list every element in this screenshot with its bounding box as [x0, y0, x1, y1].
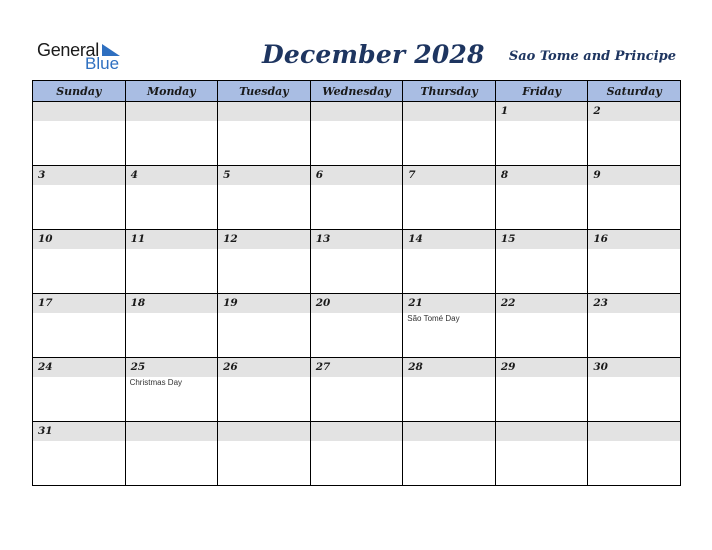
- weekday-header: Wednesday: [310, 81, 403, 102]
- day-cell: [33, 230, 126, 294]
- day-number: 13: [311, 230, 403, 249]
- day-number: [588, 422, 680, 441]
- day-cell: [495, 102, 588, 166]
- day-cell: [125, 230, 218, 294]
- day-cell: [495, 166, 588, 230]
- day-cell: [588, 166, 681, 230]
- day-cell: [495, 422, 588, 486]
- day-number: 21: [403, 294, 495, 313]
- day-number: 5: [218, 166, 310, 185]
- day-number: 15: [496, 230, 588, 249]
- day-number: 23: [588, 294, 680, 313]
- day-number: [311, 422, 403, 441]
- holiday-label: São Tomé Day: [407, 314, 460, 323]
- day-number: 27: [311, 358, 403, 377]
- day-number: 11: [126, 230, 218, 249]
- day-cell: [218, 102, 311, 166]
- weekday-header: Sunday: [33, 81, 126, 102]
- day-number: 8: [496, 166, 588, 185]
- day-number: 22: [496, 294, 588, 313]
- week-row: [33, 166, 681, 230]
- day-number: 3: [33, 166, 125, 185]
- day-number: 19: [218, 294, 310, 313]
- day-number: 16: [588, 230, 680, 249]
- day-cell: [310, 422, 403, 486]
- weekday-header-row: [33, 81, 681, 102]
- day-number: [126, 102, 218, 121]
- day-cell: [33, 166, 126, 230]
- day-cell: [218, 358, 311, 422]
- day-cell: [310, 358, 403, 422]
- day-number: 14: [403, 230, 495, 249]
- day-cell: [403, 294, 496, 358]
- day-cell: [495, 294, 588, 358]
- day-number: [496, 422, 588, 441]
- day-cell: [125, 422, 218, 486]
- weekday-header: Tuesday: [218, 81, 311, 102]
- day-cell: [495, 230, 588, 294]
- day-number: 7: [403, 166, 495, 185]
- weekday-header: Monday: [125, 81, 218, 102]
- day-cell: [403, 102, 496, 166]
- day-number: 31: [33, 422, 125, 441]
- day-cell: [125, 358, 218, 422]
- day-cell: [218, 294, 311, 358]
- day-number: 4: [126, 166, 218, 185]
- day-number: 6: [311, 166, 403, 185]
- week-row: [33, 230, 681, 294]
- day-cell: [218, 230, 311, 294]
- day-number: 20: [311, 294, 403, 313]
- day-number: 12: [218, 230, 310, 249]
- day-cell: [33, 294, 126, 358]
- day-cell: [403, 230, 496, 294]
- weekday-header: Thursday: [403, 81, 496, 102]
- country-name: Sao Tome and Principe: [508, 49, 676, 64]
- week-row: [33, 358, 681, 422]
- day-number: 1: [496, 102, 588, 121]
- day-cell: [125, 102, 218, 166]
- day-cell: [33, 358, 126, 422]
- day-number: 25: [126, 358, 218, 377]
- logo-text-blue: Blue: [85, 54, 120, 73]
- logo-text-general: General: [37, 40, 99, 60]
- day-number: [403, 102, 495, 121]
- day-cell: [588, 294, 681, 358]
- day-number: 24: [33, 358, 125, 377]
- holiday-label: Christmas Day: [129, 378, 183, 387]
- day-number: 10: [33, 230, 125, 249]
- day-cell: [495, 358, 588, 422]
- day-cell: [588, 358, 681, 422]
- calendar-grid: [32, 80, 681, 486]
- day-cell: [310, 230, 403, 294]
- day-number: 17: [33, 294, 125, 313]
- day-cell: [33, 422, 126, 486]
- day-number: [403, 422, 495, 441]
- day-number: [311, 102, 403, 121]
- weekday-header: Friday: [495, 81, 588, 102]
- day-number: [33, 102, 125, 121]
- day-number: [218, 422, 310, 441]
- generalblue-logo: [37, 40, 127, 74]
- week-row: [33, 422, 681, 486]
- day-cell: [403, 358, 496, 422]
- day-number: 30: [588, 358, 680, 377]
- day-cell: [33, 102, 126, 166]
- weekday-header: Saturday: [588, 81, 681, 102]
- day-number: [218, 102, 310, 121]
- day-number: 2: [588, 102, 680, 121]
- day-cell: [588, 422, 681, 486]
- day-number: 28: [403, 358, 495, 377]
- day-cell: [310, 294, 403, 358]
- day-cell: [588, 230, 681, 294]
- day-cell: [125, 294, 218, 358]
- day-number: 18: [126, 294, 218, 313]
- day-cell: [310, 166, 403, 230]
- calendar-title: December 2028: [262, 40, 485, 69]
- day-cell: [588, 102, 681, 166]
- week-row: [33, 294, 681, 358]
- day-cell: [403, 422, 496, 486]
- day-number: 9: [588, 166, 680, 185]
- week-row: [33, 102, 681, 166]
- day-cell: [125, 166, 218, 230]
- day-number: [126, 422, 218, 441]
- day-cell: [310, 102, 403, 166]
- day-number: 26: [218, 358, 310, 377]
- day-cell: [218, 166, 311, 230]
- day-cell: [403, 166, 496, 230]
- day-cell: [218, 422, 311, 486]
- day-number: 29: [496, 358, 588, 377]
